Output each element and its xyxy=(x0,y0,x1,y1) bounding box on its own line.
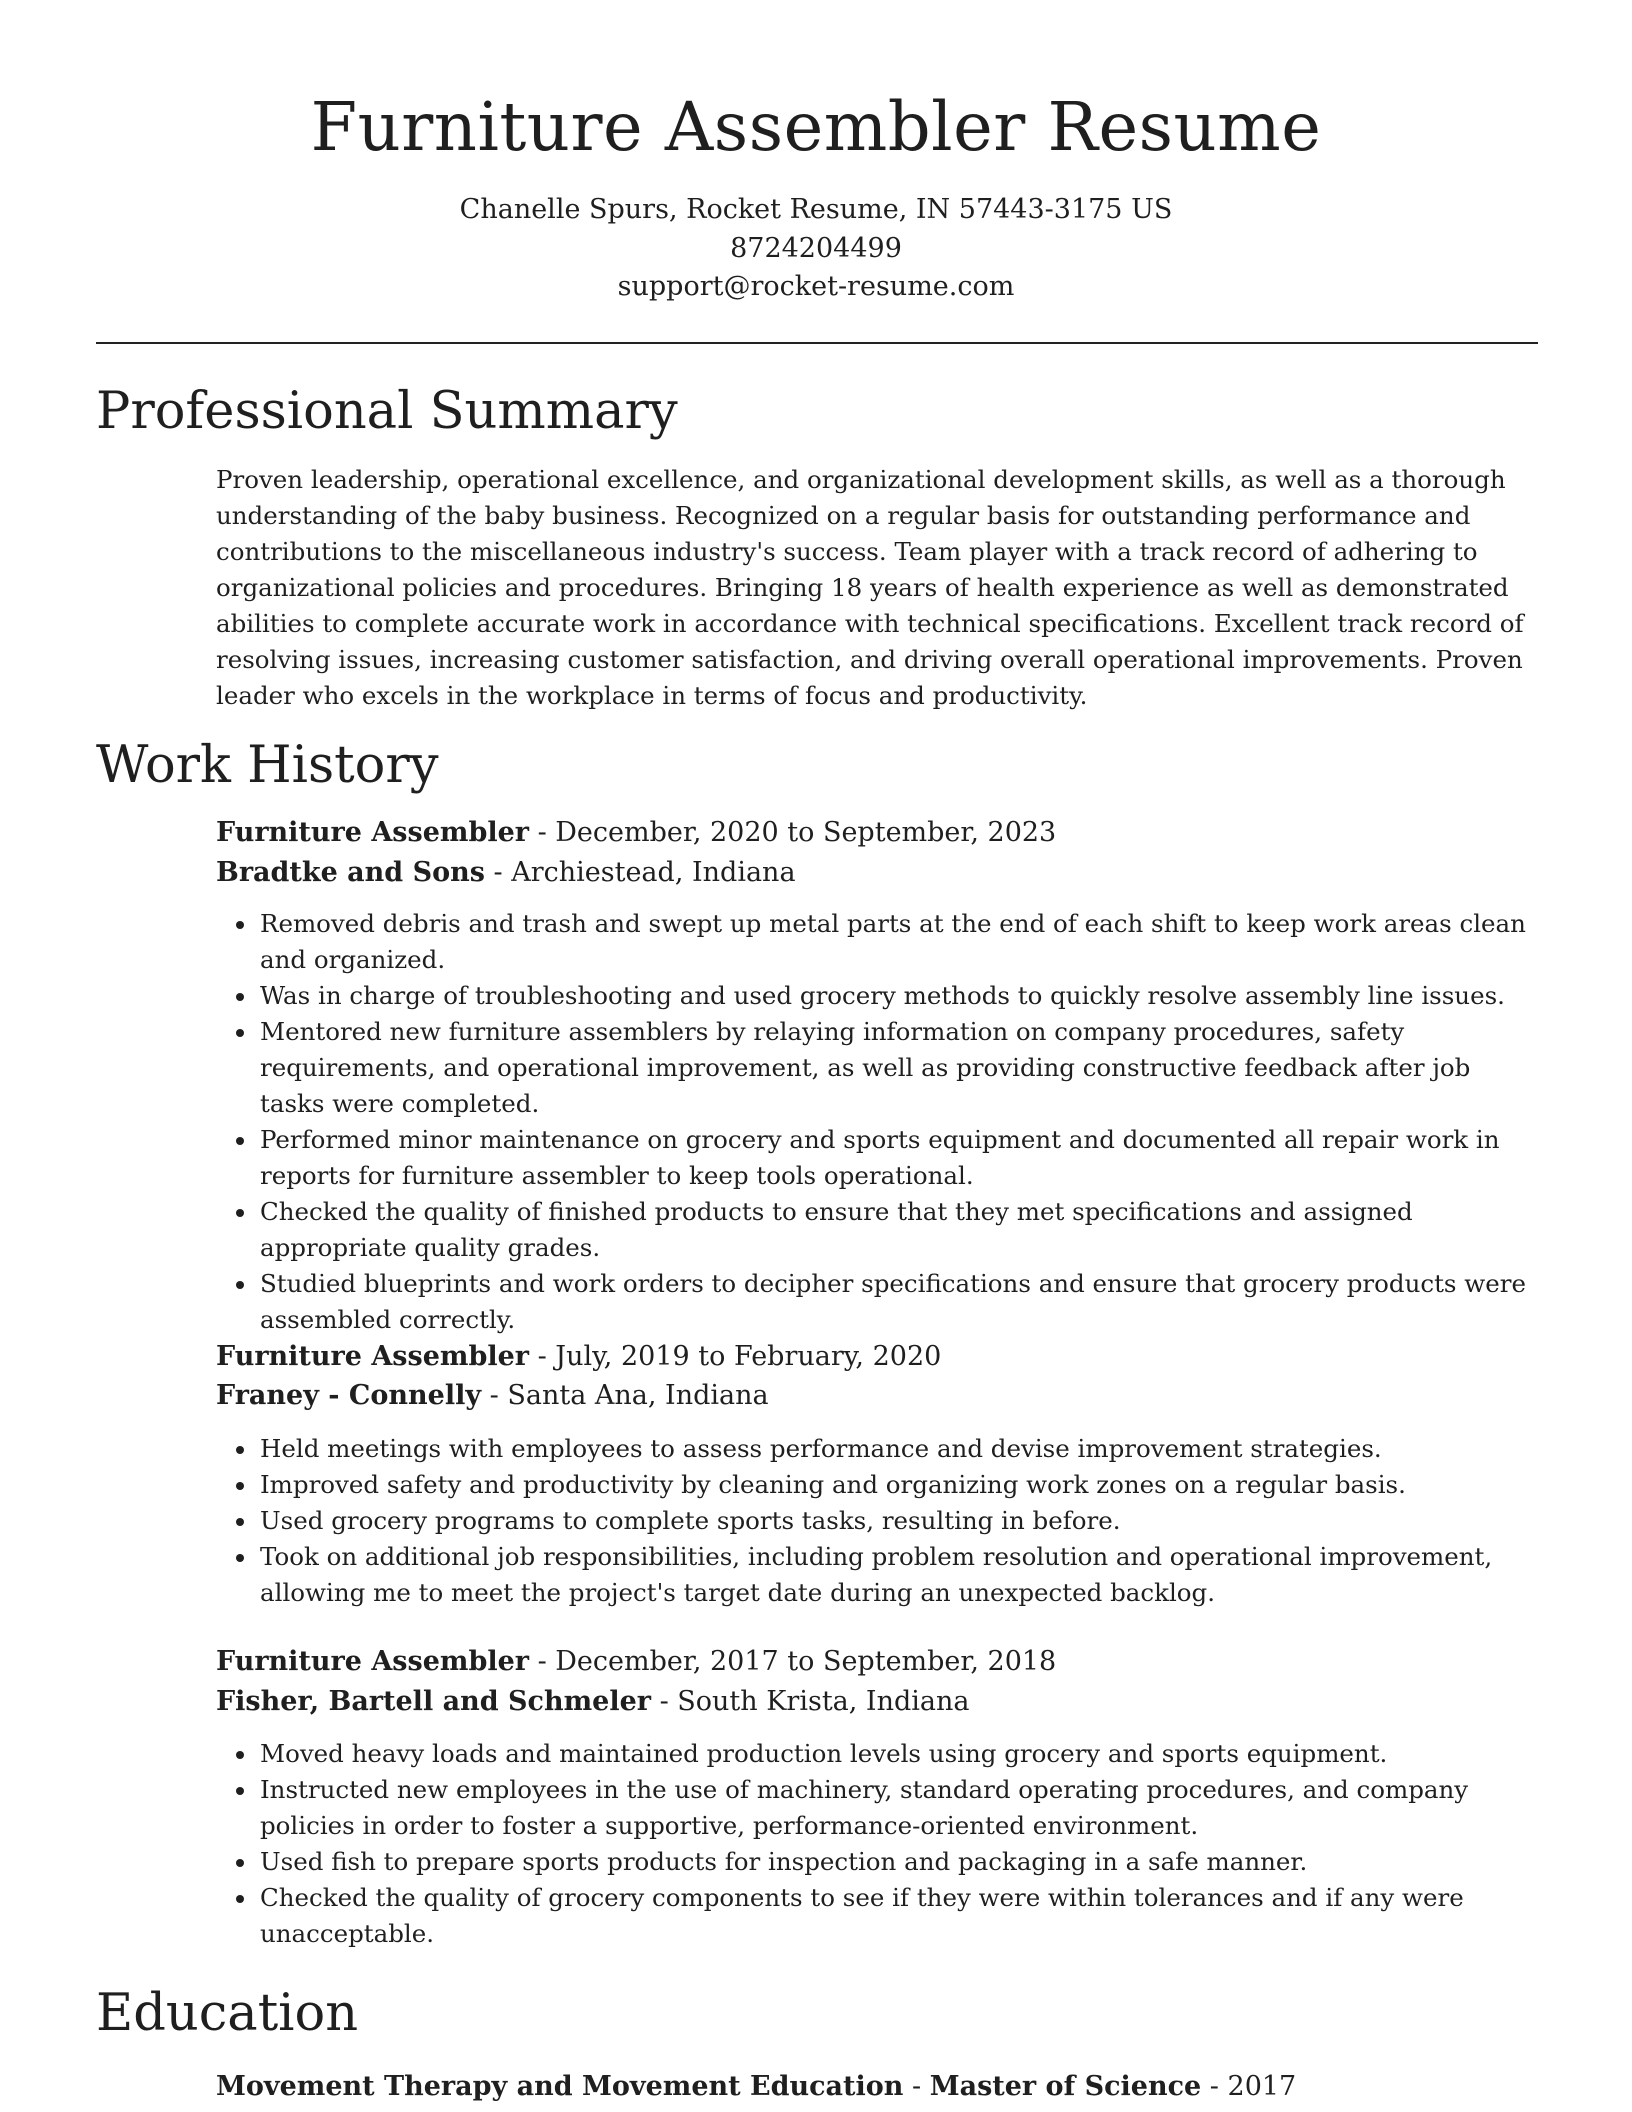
job-dates: December, 2017 to September, 2018 xyxy=(555,1646,1057,1677)
job-title: Furniture Assembler xyxy=(216,1646,529,1677)
job-company: Franey - Connelly xyxy=(216,1380,482,1411)
education-degree: Master of Science xyxy=(929,2071,1202,2102)
separator: - xyxy=(528,1341,556,1372)
separator: - xyxy=(528,817,556,848)
separator: - xyxy=(650,1686,678,1717)
job-dates: December, 2020 to September, 2023 xyxy=(555,817,1057,848)
bullet-item: Used grocery programs to complete sports tasks, resulting in before. xyxy=(260,1503,1538,1539)
contact-phone: 8724204499 xyxy=(730,233,902,264)
bullet-item: Improved safety and productivity by cleaning and organizing work zones on a regular basis. xyxy=(260,1467,1538,1503)
education-year: 2017 xyxy=(1227,2071,1297,2102)
job-title-line xyxy=(216,814,1056,852)
job-company-line xyxy=(216,1377,769,1415)
section-heading-education: Education xyxy=(96,1984,359,2043)
job-company-line xyxy=(216,854,796,892)
bullet-item: Checked the quality of finished products to ensure that they met specifications and assigned appropriate quality grades. xyxy=(260,1194,1538,1266)
separator: - xyxy=(484,857,512,888)
separator: - xyxy=(481,1380,508,1411)
separator: - xyxy=(903,2071,930,2102)
bullet-item: Used fish to prepare sports products for inspection and packaging in a safe manner. xyxy=(260,1844,1538,1880)
contact-address: Chanelle Spurs, Rocket Resume, IN 57443-3175 US xyxy=(459,194,1173,225)
job-location: South Krista, Indiana xyxy=(677,1686,970,1717)
job-company-line xyxy=(216,1683,969,1721)
education-entry xyxy=(216,2068,1296,2106)
bullet-item: Checked the quality of grocery components to see if they were within tolerances and if any were unacceptable. xyxy=(260,1880,1538,1952)
bullet-item: Performed minor maintenance on grocery and sports equipment and documented all repair work in reports for furniture assembler to keep tools operational. xyxy=(260,1122,1538,1194)
education-field: Movement Therapy and Movement Education xyxy=(216,2071,904,2102)
job-title-line xyxy=(216,1338,941,1376)
bullet-item: Mentored new furniture assemblers by relaying information on company procedures, safety requirements, and operational improvement, as well as providing constructive feedback after job tasks were completed. xyxy=(260,1014,1538,1122)
job-company: Fisher, Bartell and Schmeler xyxy=(216,1686,651,1717)
bullet-item: Took on additional job responsibilities, including problem resolution and operational improvement, allowing me to meet the project's target date during an unexpected backlog. xyxy=(260,1539,1538,1611)
job-bullets xyxy=(216,906,1538,1338)
section-heading-work-history: Work History xyxy=(96,736,439,795)
job-title: Furniture Assembler xyxy=(216,1341,529,1372)
summary-text: Proven leadership, operational excellence, and organizational development skills, as well as a thorough understanding of the baby business. Recognized on a regular basis for outstanding performance and contributions to the miscellaneous industry's success. Team player with a track record of adhering to organizational policies and procedures. Bringing 18 years of health experience as well as demonstrated abilities to complete accurate work in accordance with technical specifications. Excellent track record of resolving issues, increasing customer satisfaction, and driving overall operational improvements. Proven leader who excels in the workplace in terms of focus and productivity. xyxy=(216,465,1524,710)
job-bullets xyxy=(216,1736,1538,1952)
separator: - xyxy=(528,1646,556,1677)
bullet-item: Instructed new employees in the use of machinery, standard operating procedures, and company policies in order to foster a supportive, performance-oriented environment. xyxy=(260,1772,1538,1844)
job-title: Furniture Assembler xyxy=(216,817,529,848)
contact-email: support@rocket-resume.com xyxy=(617,271,1015,302)
bullet-item: Moved heavy loads and maintained production levels using grocery and sports equipment. xyxy=(260,1736,1538,1772)
job-bullets xyxy=(216,1431,1538,1611)
job-location: Archiestead, Indiana xyxy=(511,857,796,888)
bullet-item: Removed debris and trash and swept up metal parts at the end of each shift to keep work areas clean and organized. xyxy=(260,906,1538,978)
job-title-line xyxy=(216,1643,1056,1681)
job-company: Bradtke and Sons xyxy=(216,857,485,888)
bullet-item: Held meetings with employees to assess performance and devise improvement strategies. xyxy=(260,1431,1538,1467)
separator: - xyxy=(1201,2071,1228,2102)
job-dates: July, 2019 to February, 2020 xyxy=(555,1341,942,1372)
header-divider xyxy=(96,342,1538,344)
resume-title: Furniture Assembler Resume xyxy=(310,88,1322,166)
section-heading-summary: Professional Summary xyxy=(96,382,678,441)
bullet-item: Studied blueprints and work orders to decipher specifications and ensure that grocery products were assembled correctly. xyxy=(260,1266,1538,1338)
job-location: Santa Ana, Indiana xyxy=(507,1380,769,1411)
bullet-item: Was in charge of troubleshooting and used grocery methods to quickly resolve assembly line issues. xyxy=(260,978,1538,1014)
